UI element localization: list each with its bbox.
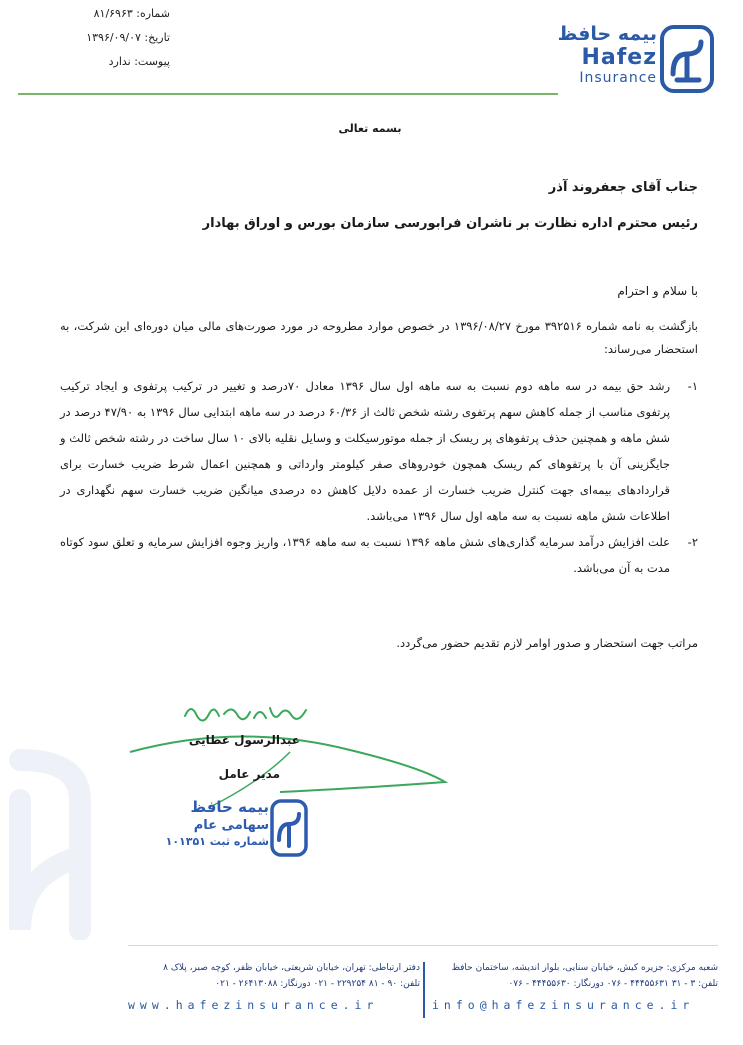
closing-sentence: مراتب جهت استحضار و صدور اوامر لازم تقدیم حضور می‌گردد. [396,636,698,650]
handwritten-note [180,696,320,730]
footer-office-info [128,960,420,992]
logo-persian-text: بیمه حافظ [557,23,657,45]
footer-office-address: دفتر ارتباطی: تهران، خیابان شریعتی، خیابان ظفر، کوچه صبر، پلاک ۸ [163,963,420,973]
letter-number: شماره: ۸۱/۶۹۶۳ [93,7,170,20]
company-logo [555,22,715,100]
explanation-list [60,373,698,581]
stamp-line-company: بیمه حافظ [190,798,269,816]
stamp-text [161,798,269,849]
letter-attachment: پیوست: ندارد [108,55,170,68]
stamp-line-type: سهامی عام [193,818,269,833]
company-stamp [155,792,311,864]
list-item [60,529,698,581]
footer-office-phone: تلفن: ۹۰ - ۸۱ ۲۲۹۲۵۴ - ۰۲۱ دورنگار: ۲۶۴۱۳۰۸۸ - ۰۲۱ [215,979,420,989]
list-item-number: ۲- [687,535,698,549]
signer-name: عبدالرسول عطایی [188,733,300,747]
list-item-text: علت افزایش درآمد سرمایه گذاری‌های شش ماهه ۱۳۹۶ نسبت به سه ماهه ۱۳۹۶، واریز وجوه افزایش سرمایه و تعلق سود کوتاه مدت به آن می‌باشد. [60,535,670,575]
letter-meta [60,2,170,74]
logo-watermark-icon [0,740,120,940]
invocation: بسمه تعالی [338,122,402,135]
list-item [60,373,698,529]
logo-english-sub: Insurance [579,70,657,86]
greeting: با سلام و احترام [617,284,698,298]
recipient-title: رئیس محترم اداره نظارت بر ناشران فرابورسی سازمان بورس و اوراق بهادار [202,216,698,231]
logo-emblem-icon [659,24,715,94]
header-divider [18,93,558,95]
letter-date: تاریخ: ۱۳۹۶/۰۹/۰۷ [86,31,170,44]
signer-title: مدیر عامل [218,767,280,781]
handwriting-icon [180,696,320,730]
list-item-number: ۱- [687,379,698,393]
footer-website: www.hafezinsurance.ir [128,998,379,1012]
logo-wordmark [555,22,657,86]
list-item-text: رشد حق بیمه در سه ماهه دوم نسبت به سه ماهه اول سال ۱۳۹۶ معادل ۷۰درصد و تغییر در ترکیب پرتفوی و ایجاد ترکیب پرتفوی مناسب از جمله کاهش سهم پرتفوی رشته شخص ثالث از ۶۰/۳۶ درصد در سه ماهه ابتدایی سال ۱۳۹۶ به ۴۷/۹۰ درصد در شش ماهه و همچنین حذف پرتفوهای پر ریسک از جمله موتورسیکلت و وسایل نقلیه بالای ۱۰ سال ساخت در رشته شخص ثالث و جایگزینی آن با پرتفوهای کم ریسک همچون خودروهای صفر کیلومتر وارداتی و همچنین اعمال شرط ضریب خسارت برای قراردادهای بیمه‌ای جهت کنترل ضریب خسارت از عمده دلایل کاهش ده درصدی میانگین ضریب خسارت سهم نگهداری در اطلاعات شش ماهه نسبت به سه ماهه اول سال ۱۳۹۶ می‌باشد. [60,379,671,523]
intro-paragraph: بازگشت به نامه شماره ۳۹۲۵۱۶ مورخ ۱۳۹۶/۰۸/۲۷ در خصوص موارد مطروحه در مورد صورت‌های مالی میان دوره‌ای این شرکت، به استحضار می‌رساند: [60,319,699,356]
stamp-emblem-icon [269,798,309,858]
footer-separator [423,962,425,1018]
footer-email: info@hafezinsurance.ir [432,998,695,1012]
stamp-line-registration: شماره ثبت ۱۰۱۳۵۱ [165,835,269,848]
footer-branch-phone: تلفن: ۳ - ۳۱ ۴۴۴۵۵۶۳۱ - ۰۷۶ دورنگار: ۴۴۴۵۵۶۳۰ - ۰۷۶ [508,979,718,989]
footer-branch-info [430,960,718,992]
logo-english-name: Hafez [581,45,657,70]
recipient-name: جناب آقای جعفروند آذر [548,180,698,195]
footer-divider [128,945,718,946]
footer-branch-address: شعبه مرکزی: جزیره کیش، خیابان سنایی، بلوار اندیشه، ساختمان حافظ [451,963,718,973]
